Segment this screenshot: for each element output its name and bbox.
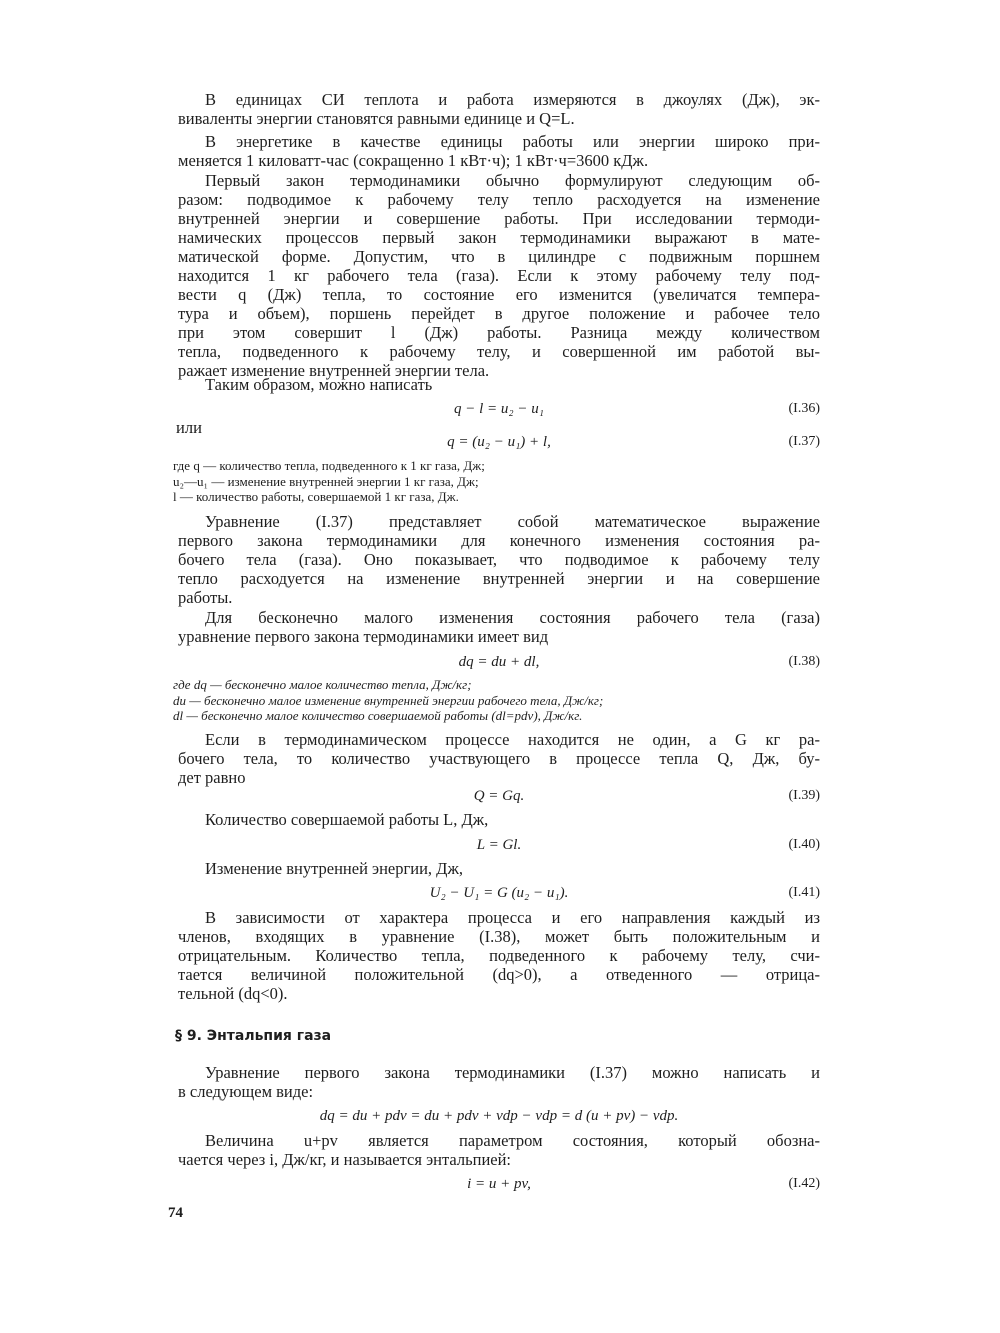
equation-number: (I.41): [788, 885, 820, 900]
text-line: Изменение внутренней энергии, Дж,: [205, 859, 463, 878]
equation-1-38: [178, 652, 820, 672]
paragraph-equation-meaning: [178, 512, 820, 607]
text-line: находится 1 кг рабочего тела (газа). Если к этому рабочему телу под-: [178, 266, 820, 285]
equation-formula: L = Gl.: [476, 837, 522, 853]
text-line: отрицательным. Количество тепла, подведенного к рабочему телу, счи-: [178, 946, 820, 965]
text-line: где dq — бесконечно малое количество тепла, Дж/кг;: [173, 677, 472, 692]
equation-number: (I.36): [788, 401, 820, 416]
text-line: меняется 1 киловатт-час (сокращенно 1 кВт·ч); 1 кВт·ч=3600 кДж.: [178, 151, 649, 170]
equation-number: (I.38): [788, 654, 820, 669]
equation-formula: dq = du + dl,: [458, 654, 540, 670]
equation-enthalpy-derivation: [178, 1106, 820, 1126]
text-line: тепла, подведенного к рабочему телу, и совершенной им работой вы-: [178, 342, 820, 361]
equation-1-37: [178, 432, 820, 452]
text-line: в следующем виде:: [178, 1082, 314, 1101]
equation-number: (I.42): [788, 1176, 820, 1191]
text-line: где q — количество тепла, подведенного к 1 кг газа, Дж;: [173, 458, 485, 473]
text-line: членов, входящих в уравнение (I.38), может быть положительным и: [178, 927, 820, 946]
text-line: Первый закон термодинамики обычно формулируют следующим об-: [205, 171, 820, 190]
text-line: при этом совершит l (Дж) работы. Разница между количеством: [178, 323, 820, 342]
paragraph-thus: [178, 375, 820, 394]
definitions-list-1: [173, 458, 815, 505]
text-line: В единицах СИ теплота и работа измеряются в джоулях (Дж), эк-: [205, 90, 820, 109]
section-heading: § 9. Энтальпия газа: [175, 1028, 332, 1044]
paragraph-sign-convention: [178, 908, 820, 1003]
equation-1-42: [178, 1174, 820, 1194]
text-line: тельной (dq<0).: [178, 984, 288, 1003]
paragraph-first-law: [178, 171, 820, 380]
text-line: Таким образом, можно написать: [205, 375, 433, 394]
paragraph-si-units: [178, 90, 820, 128]
definitions-list-2: [173, 677, 815, 724]
text-line: тается величиной положительной (dq>0), а отведенного — отрица-: [178, 965, 820, 984]
equation-formula: q − l = u₂ − u₁: [454, 401, 544, 417]
text-line: бочего тела (газа). Оно показывает, что подводимое к рабочему телу: [178, 550, 820, 569]
paragraph-kilowatt-hour: [178, 132, 820, 170]
text-line: первого закона термодинамики для конечного изменения состояния ра-: [178, 531, 820, 550]
equation-1-41: [178, 883, 820, 903]
text-line: или: [176, 418, 202, 437]
equation-number: (I.40): [788, 837, 820, 852]
equation-1-40: [178, 835, 820, 855]
text-line: намических процессов первый закон термодинамики выражают в мате-: [178, 228, 820, 247]
text-line: матической форме. Допустим, что в цилиндре с подвижным поршнем: [178, 247, 820, 266]
text-line: тепло расходуется на изменение внутренней энергии и на совершение: [178, 569, 820, 588]
paragraph-g-kg: [178, 730, 820, 787]
text-line: разом: подводимое к рабочему телу тепло расходуется на изменение: [178, 190, 820, 209]
text-line: В зависимости от характера процесса и его направления каждый из: [205, 908, 820, 927]
text-line: внутренней энергии и совершение работы. При исследовании термоди-: [178, 209, 820, 228]
text-line: Уравнение первого закона термодинамики (I.37) можно написать и: [205, 1063, 820, 1082]
text-line: чается через i, Дж/кг, и называется энтальпией:: [178, 1150, 512, 1169]
text-line: бочего тела, то количество участвующего в процессе тепла Q, Дж, бу-: [178, 749, 820, 768]
equation-formula: i = u + pv,: [467, 1176, 531, 1192]
text-line: уравнение первого закона термодинамики имеет вид: [178, 627, 549, 646]
paragraph-internal-energy: [178, 859, 820, 878]
text-line: Величина u+pv является параметром состояния, который обозна-: [205, 1131, 820, 1150]
text-line: вести q (Дж) тепла, то состояние его изменится (увеличатся темпера-: [178, 285, 820, 304]
equation-formula: Q = Gq.: [473, 788, 525, 804]
equation-1-36: [178, 399, 820, 419]
equation-1-39: [178, 786, 820, 806]
text-line: виваленты энергии становятся равными единице и Q=L.: [178, 109, 575, 128]
text-line: тура и объем), поршень перейдет в другое положение и рабочее тело: [178, 304, 820, 323]
text-line: дет равно: [178, 768, 246, 787]
text-line: Если в термодинамическом процессе находится не один, а G кг ра-: [205, 730, 820, 749]
text-line: работы.: [178, 588, 233, 607]
paragraph-infinitesimal: [178, 608, 820, 646]
equation-formula: U₂ − U₁ = G (u₂ − u₁).: [429, 885, 569, 901]
text-line: Количество совершаемой работы L, Дж,: [205, 810, 489, 829]
paragraph-work-amount: [178, 810, 820, 829]
text-line: Для бесконечно малого изменения состояния рабочего тела (газа): [205, 608, 820, 627]
paragraph-enthalpy-intro: [178, 1063, 820, 1101]
text-line: dl — бесконечно малое количество совершаемой работы (dl=pdv), Дж/кг.: [173, 708, 583, 723]
equation-number: (I.39): [788, 788, 820, 803]
text-line: В энергетике в качестве единицы работы или энергии широко при-: [205, 132, 820, 151]
page-number: 74: [168, 1205, 183, 1221]
equation-formula: dq = du + pdv = du + pdv + vdp − vdp = d (u + pv) − vdp.: [319, 1108, 679, 1124]
text-line: u₂—u₁ — изменение внутренней энергии 1 кг газа, Дж;: [173, 473, 479, 489]
text-line: ражает изменение внутренней энергии тела.: [178, 361, 490, 380]
equation-number: (I.37): [788, 434, 820, 449]
paragraph-enthalpy-definition: [178, 1131, 820, 1169]
text-line: Уравнение (I.37) представляет собой математическое выражение: [205, 512, 820, 531]
text-line: du — бесконечно малое изменение внутренней энергии рабочего тела, Дж/кг;: [173, 692, 604, 708]
text-line: l — количество работы, совершаемой 1 кг газа, Дж.: [173, 489, 459, 504]
equation-formula: q = (u₂ − u₁) + l,: [447, 434, 551, 450]
